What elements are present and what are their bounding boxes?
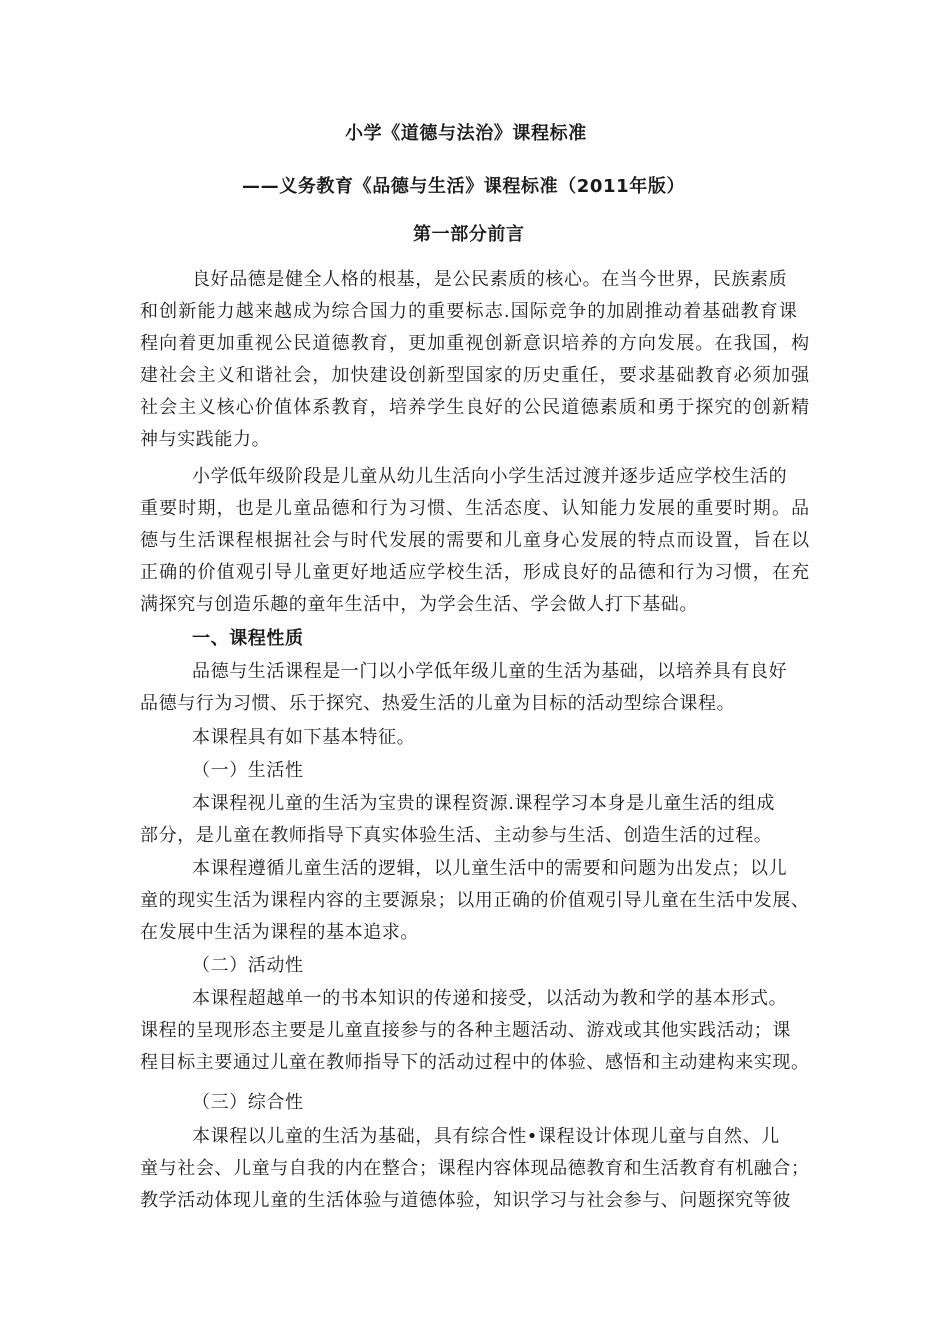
paragraph-line: 童与社会、儿童与自我的内在整合；课程内容体现品德教育和生活教育有机融合； (140, 1158, 810, 1179)
paragraph-line: 神与实践能力。 (140, 429, 271, 450)
paragraph-line: 本课程视儿童的生活为宝贵的课程资源.课程学习本身是儿童生活的组成 (192, 793, 775, 814)
paragraph-line: 正确的价值观引导儿童更好地适应学校生活，形成良好的品德和行为习惯，在充 (140, 562, 811, 583)
paragraph-line: 程向着更加重视公民道德教育，更加重视创新意识培养的方向发展。在我国，构 (140, 333, 811, 354)
section-heading: 一、课程性质 (192, 628, 304, 649)
paragraph-line: 童的现实生活为课程内容的主要源泉；以用正确的价值观引导儿童在生活中发展、 (140, 890, 810, 911)
paragraph-line: 程目标主要通过儿童在教师指导下的活动过程中的体验、感悟和主动建构来实现。 (140, 1052, 810, 1073)
paragraph-line: 课程的呈现形态主要是儿童直接参与的各种主题活动、游戏或其他实践活动；课 (140, 1020, 791, 1041)
paragraph-line: 在发展中生活为课程的基本追求。 (140, 922, 419, 943)
paragraph-line: 良好品德是健全人格的根基，是公民素质的核心。在当今世界，民族素质 (192, 269, 788, 290)
paragraph-line: 满探究与创造乐趣的童年生活中，为学会生活、学会做人打下基础。 (140, 594, 698, 615)
doc-subtitle: ——义务教育《品德与生活》课程标准（2011年版） (242, 176, 686, 197)
paragraph-line: 品德与生活课程是一门以小学低年级儿童的生活为基础，以培养具有良好 (192, 661, 788, 682)
subsection-heading: （二）活动性 (192, 955, 304, 976)
subsection-heading: （三）综合性 (192, 1092, 304, 1113)
paragraph-line: 部分，是儿童在教师指导下真实体验生活、主动参与生活、创造生活的过程。 (140, 825, 773, 846)
paragraph-line: 教学活动体现儿童的生活体验与道德体验，知识学习与社会参与、问题探究等彼 (140, 1190, 791, 1211)
paragraph-line: 本课程遵循儿童生活的逻辑，以儿童生活中的需要和问题为出发点；以儿 (192, 858, 788, 879)
paragraph-line: 本课程超越单一的书本知识的传递和接受，以活动为教和学的基本形式。 (192, 988, 788, 1009)
paragraph-line: 建社会主义和谐社会，加快建设创新型国家的历史重任，要求基础教育必须加强 (140, 365, 811, 386)
paragraph-line: 小学低年级阶段是儿童从幼儿生活向小学生活过渡并逐步适应学校生活的 (192, 466, 788, 487)
part-heading: 第一部分前言 (413, 224, 525, 245)
paragraph-line: 本课程具有如下基本特征。 (192, 727, 416, 748)
subsection-heading: （一）生活性 (192, 760, 304, 781)
paragraph-line: 重要时期，也是儿童品德和行为习惯、生活态度、认知能力发展的重要时期。品 (140, 498, 811, 519)
paragraph-line: 品德与行为习惯、乐于探究、热爱生活的儿童为目标的活动型综合课程。 (140, 693, 736, 714)
paragraph-line: 和创新能力越来越成为综合国力的重要标志.国际竞争的加剧推动着基础教育课 (140, 301, 798, 322)
doc-title: 小学《道德与法治》课程标准 (345, 123, 587, 144)
paragraph-line: 社会主义核心价值体系教育，培养学生良好的公民道德素质和勇于探究的创新精 (140, 397, 811, 418)
paragraph-line: 本课程以儿童的生活为基础，具有综合性•课程设计体现儿童与自然、儿 (192, 1126, 780, 1147)
paragraph-line: 德与生活课程根据社会与时代发展的需要和儿童身心发展的特点而设置，旨在以 (140, 530, 811, 551)
